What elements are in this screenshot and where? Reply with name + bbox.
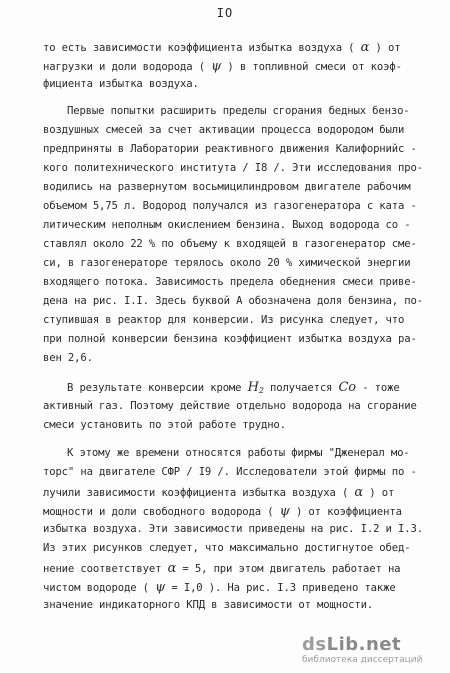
text-run: вен 2,6. (43, 352, 93, 364)
text-line (43, 580, 396, 595)
text-run: ставлял около 22 % по объему к входящей в газогенератор сме- (43, 238, 417, 250)
text-line (43, 466, 417, 478)
text-run: = 5, при этом двигатель работает на (176, 563, 401, 575)
text-run: кого политехнического института / I8 /. Эти исследования про- (43, 162, 423, 174)
text-line (43, 542, 410, 554)
text-run: водились на развернутом восьмицилиндровом двигателе рабочим (43, 181, 411, 193)
text-run: чистом водороде ( (43, 582, 156, 594)
text-run: ) в топливной смеси от коэф- (221, 61, 402, 73)
text-run: ) от (363, 487, 395, 499)
text-line (43, 523, 423, 535)
text-line (67, 447, 410, 459)
text-line (43, 143, 417, 155)
text-line (43, 219, 410, 231)
text-run: К этому же времени относятся работы фирмы "Дженерал мо- (67, 447, 410, 459)
text-run: торс" на двигателе CФР / I9 /. Исследователи этой фирмы по - (43, 466, 417, 478)
watermark (302, 634, 442, 665)
text-line (43, 352, 93, 364)
text-run: смеси установить по этой работе трудно. (43, 419, 286, 431)
text-run: ступившая в реактор для конверсии. Из рисунка следует, что (43, 314, 405, 326)
alpha-symbol: α (354, 485, 364, 500)
text-run: то есть зависимости коэффициента избытка воздуха ( (43, 42, 361, 54)
text-line (43, 314, 404, 326)
text-line (43, 276, 417, 288)
text-run: нение соответствует (43, 563, 168, 575)
page-number: IO (216, 6, 234, 20)
watermark-logo-prefix: ds (302, 634, 327, 655)
text-line (43, 400, 417, 412)
psi-symbol: ψ (155, 580, 166, 595)
h2-formula: H (247, 380, 259, 395)
alpha-symbol: α (360, 40, 370, 55)
text-run: нагрузки и доли водорода ( (43, 61, 212, 73)
text-run: мощности и доли свободного водорода ( (43, 506, 280, 518)
watermark-logo-rest: Lib.net (326, 634, 402, 655)
text-line (43, 181, 410, 193)
text-run: ) от коэффициента (289, 506, 402, 518)
text-run: литическим неполным окислением бензина. Выход водорода со - (43, 219, 411, 231)
text-run: фициента избытка воздуха. (43, 78, 199, 90)
text-line (43, 78, 199, 90)
text-run: Из этих рисунков следует, что максимально достигнутое обед- (43, 542, 411, 554)
text-line (43, 257, 410, 269)
watermark-subtitle: библиотека диссертаций (302, 655, 423, 665)
text-line (43, 561, 400, 576)
text-line (43, 124, 404, 136)
text-line (43, 40, 400, 55)
text-run: значение индикаторного КПД в зависимости от мощности. (43, 599, 374, 611)
text-line (67, 380, 400, 395)
text-line (43, 504, 402, 519)
psi-symbol: ψ (279, 504, 290, 519)
text-line (43, 333, 417, 345)
psi-symbol: ψ (211, 59, 222, 74)
text-run: воздушных смесей за счет активации процесса водородом были (43, 124, 405, 136)
text-line (43, 485, 394, 500)
text-line (43, 200, 417, 212)
text-run: входящего потока. Зависимость предела обеднения смеси приве- (43, 276, 417, 288)
text-line (67, 105, 410, 117)
watermark-logo (302, 634, 442, 655)
text-run: ) от (369, 42, 401, 54)
text-line (43, 295, 423, 307)
h2-subscript: 2 (258, 386, 264, 395)
text-run: при полной конверсии бензина коэффициент избытка воздуха ра- (43, 333, 417, 345)
text-run: лучили зависимости коэффициента избытка воздуха ( (43, 487, 355, 499)
text-run: предприняты в Лаборатории реактивного движения Калифорнийс - (43, 143, 417, 155)
text-run: избытка воздуха. Эти зависимости приведены на рис. I.2 и I.3. (43, 523, 423, 535)
text-line (43, 162, 423, 174)
text-line (43, 419, 286, 431)
text-run: = I,0 ). На рис. I.3 приведено также (165, 582, 396, 594)
co-formula: Co (338, 380, 356, 395)
text-line (43, 599, 373, 611)
text-line (43, 238, 417, 250)
text-run: дена на рис. I.I. Здесь буквой А обозначена доля бензина, по- (43, 295, 423, 307)
text-run: получается (263, 382, 339, 394)
text-line (43, 59, 402, 74)
text-run: активный газ. Поэтому действие отдельно водорода на сгорание (43, 400, 417, 412)
alpha-symbol: α (167, 561, 177, 576)
text-run: Первые попытки расширить пределы сгорания бедных бензо- (67, 105, 410, 117)
text-run: - тоже (356, 382, 400, 394)
text-run: объемом 5,75 л. Водород получался из газогенератора с ката - (43, 200, 417, 212)
text-run: В результате конверсии кроме (67, 382, 248, 394)
text-run: си, в газогенераторе терялось около 20 % химической энергии (43, 257, 411, 269)
